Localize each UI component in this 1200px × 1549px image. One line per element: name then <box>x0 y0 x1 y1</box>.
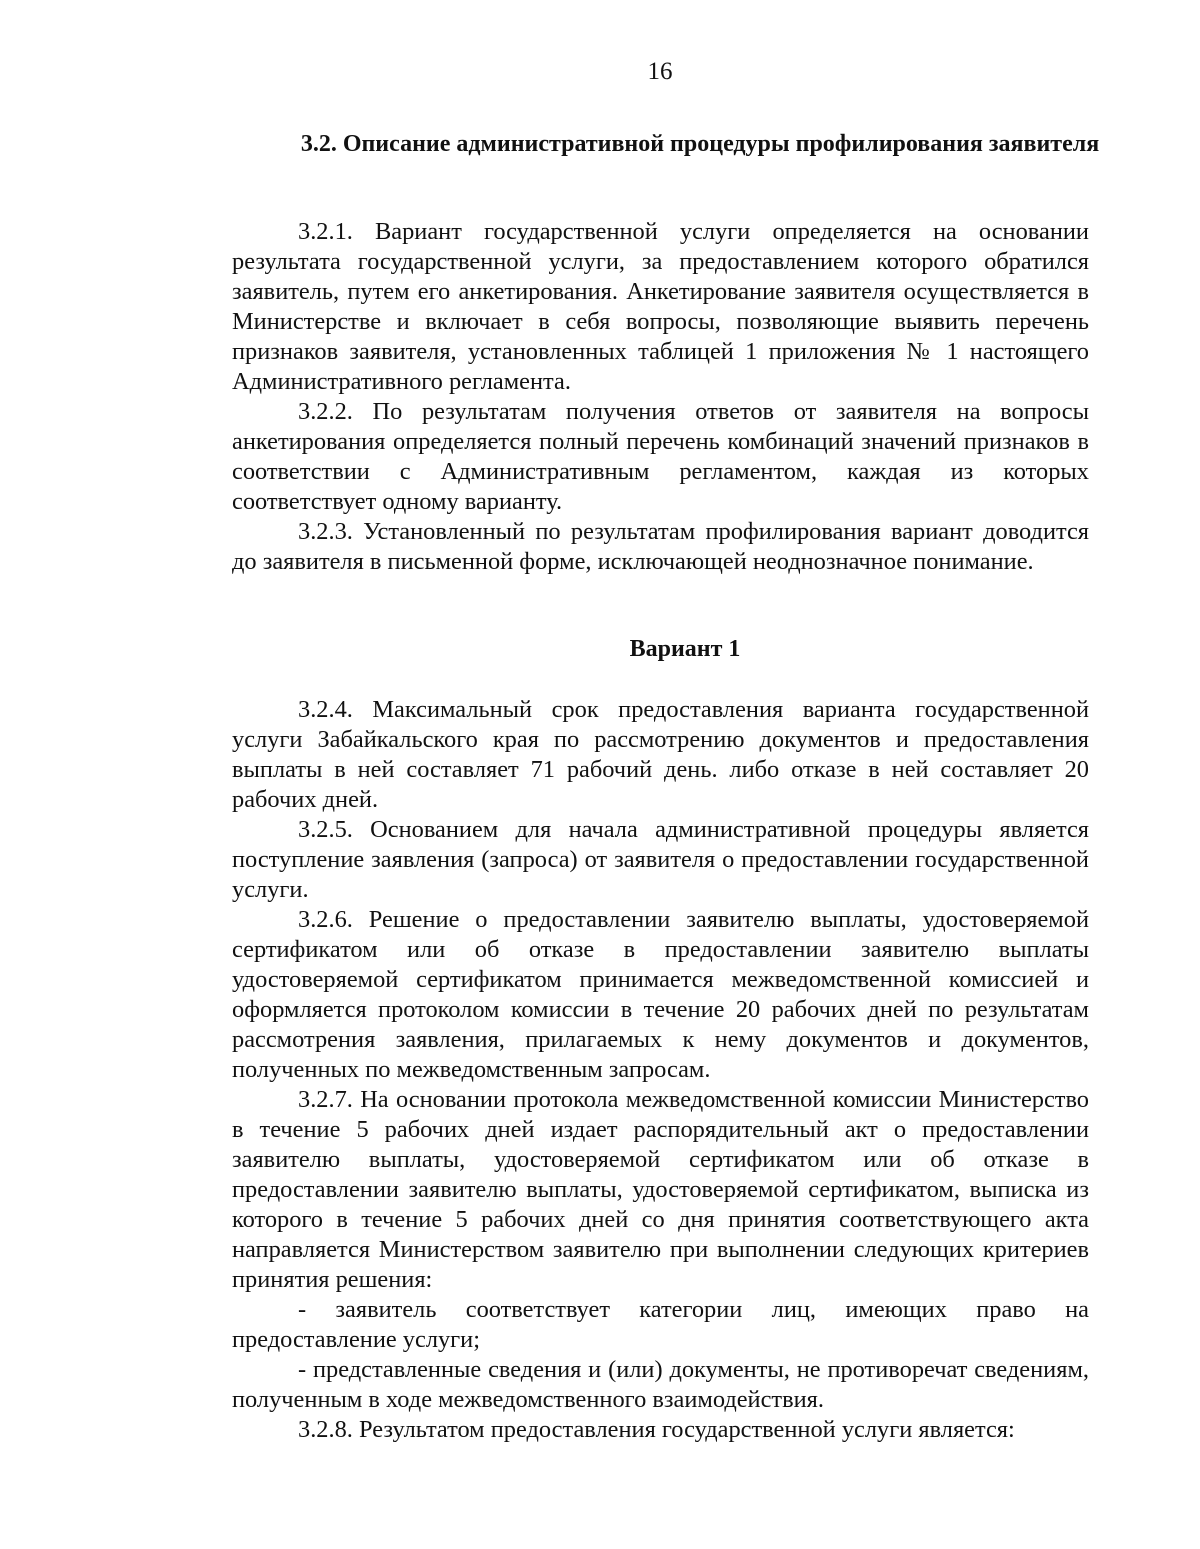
paragraph-3-2-8: 3.2.8. Результатом предоставления государственной услуги является: <box>298 1416 1015 1443</box>
paragraph-3-2-7: 3.2.7. На основании протокола межведомственной комиссии Министерство в течение 5 рабочих дней издает распорядительный акт о предоставлении заявителю выплаты, удостоверяемой сертификатом или об отказе в предоставлении заявителю выплаты, удостоверяемой сертификатом, выписка из которого в течение 5 рабочих дней со дня принятия соответствующего акта направляется Министерством заявителю при выполнении следующих критериев принятия решения: <box>232 1086 1089 1293</box>
paragraph-3-2-2: 3.2.2. По результатам получения ответов от заявителя на вопросы анкетирования определяется полный перечень комбинаций значений признаков в соответствии с Административным регламентом, каждая из которых соответствует одному варианту. <box>232 398 1089 515</box>
paragraph-3-2-4: 3.2.4. Максимальный срок предоставления варианта государственной услуги Забайкальского края по рассмотрению документов и предоставления выплаты в ней составляет 71 рабочий день. либо отказе в ней составляет 20 рабочих дней. <box>232 696 1089 813</box>
page-number: 16 <box>647 58 673 85</box>
variant-section <box>232 695 1089 1445</box>
criteria-item-1: - заявитель соответствует категории лиц, имеющих право на предоставление услуги; <box>232 1296 1089 1353</box>
variant-heading: Вариант 1 <box>629 636 741 662</box>
intro-section <box>232 217 1089 577</box>
paragraph-3-2-3: 3.2.3. Установленный по результатам профилирования вариант доводится до заявителя в письменной форме, исключающей неоднозначное понимание. <box>232 518 1089 575</box>
paragraph-3-2-1: 3.2.1. Вариант государственной услуги определяется на основании результата государственной услуги, за предоставлением которого обратился заявитель, путем его анкетирования. Анкетирование заявителя осуществляется в Министерстве и включает в себя вопросы, позволяющие выявить перечень признаков заявителя, установленных таблицей 1 приложения № 1 настоящего Административного регламента. <box>232 218 1089 395</box>
paragraph-3-2-5: 3.2.5. Основанием для начала административной процедуры является поступление заявления (запроса) от заявителя о предоставлении государственной услуги. <box>232 816 1089 903</box>
section-heading: 3.2. Описание административной процедуры профилирования заявителя <box>300 131 1100 157</box>
paragraph-3-2-6: 3.2.6. Решение о предоставлении заявителю выплаты, удостоверяемой сертификатом или об отказе в предоставлении заявителю выплаты удостоверяемой сертификатом принимается межведомственной комиссией и оформляется протоколом комиссии в течение 20 рабочих дней по результатам рассмотрения заявления, прилагаемых к нему документов и документов, полученных по межведомственным запросам. <box>232 906 1089 1083</box>
criteria-item-2: - представленные сведения и (или) документы, не противоречат сведениям, полученным в ходе межведомственного взаимодействия. <box>232 1356 1089 1413</box>
